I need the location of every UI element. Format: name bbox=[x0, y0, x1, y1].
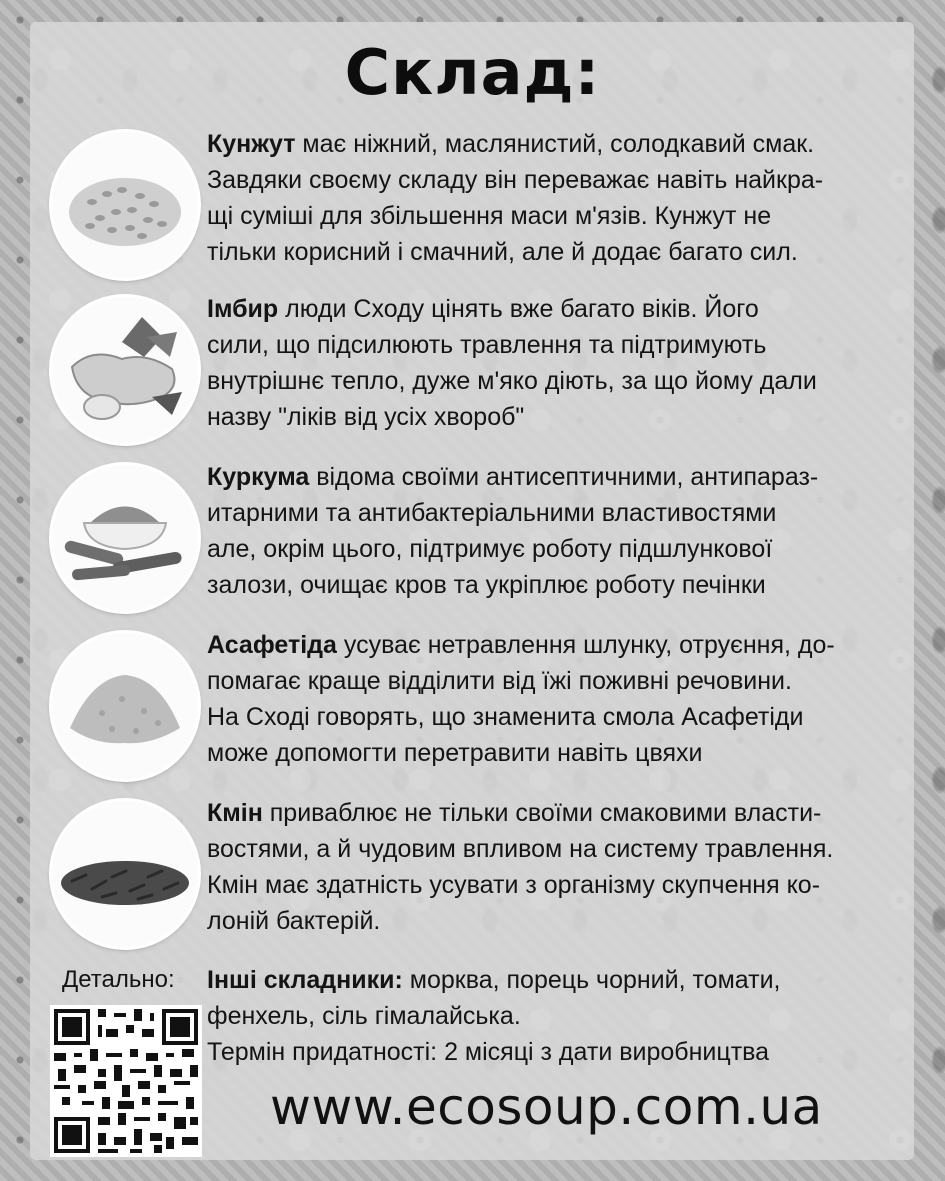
ingredient-turmeric-text: Куркума відома своїми антисептичними, антипараз- итарними та антибактеріальними властивостями але, окрім цього, підтримує роботу підшлункової залози, очищає кров та укріплює роботу печінки bbox=[207, 463, 819, 599]
website-link[interactable]: www.ecosoup.com.ua bbox=[270, 1078, 823, 1136]
ginger-icon bbox=[52, 297, 198, 443]
cumin-icon bbox=[52, 801, 198, 947]
turmeric-powder-photo bbox=[52, 465, 198, 611]
shelf-life-text: Термін придатності: 2 місяці з дати виробництва bbox=[207, 1038, 770, 1066]
ingredient-cumin-text: Кмін приваблює не тільки своїми смаковими власти- востями, а й чудовим впливом на систему травлення. Кмін має здатність усувати з організму скупчення ко- лоній бактерій. bbox=[207, 799, 834, 935]
turmeric-icon bbox=[52, 465, 198, 611]
page-title: Склад: bbox=[344, 36, 601, 109]
ingredient-name: Імбир bbox=[207, 295, 279, 323]
qr-code-icon[interactable] bbox=[50, 1005, 202, 1157]
cumin-seeds-photo bbox=[52, 801, 198, 947]
other-ingredients-label: Інші складники: bbox=[207, 966, 403, 994]
ingredient-name: Куркума bbox=[207, 463, 310, 491]
ginger-root-photo bbox=[52, 297, 198, 443]
details-label: Детально: bbox=[62, 966, 175, 993]
ingredient-asafoetida-text: Асафетіда усуває нетравлення шлунку, отруєння, до- помагає краще відділити від їжі поживні речовини. На Сході говорять, що знаменита смола Асафетіди може допомогти перетравити навіть цвяхи bbox=[207, 631, 835, 767]
sesame-icon bbox=[52, 132, 198, 278]
ingredient-name: Асафетіда bbox=[207, 631, 337, 659]
other-ingredients: Інші складники: морква, порець чорний, томати, фенхель, сіль гімалайська. Термін придатності: 2 місяці з дати виробництва bbox=[207, 962, 887, 1070]
asafoetida-icon bbox=[52, 633, 198, 779]
ingredient-name: Кмін bbox=[207, 799, 263, 827]
sesame-seeds-photo bbox=[52, 132, 198, 278]
ingredient-sesame-text: Кунжут має ніжний, маслянистий, солодкавий смак. Завдяки своєму складу він переважає навіть найкра- щі суміші для збільшення маси м'язів. Кунжут не тільки корисний і смачний, але й додає багато сил. bbox=[207, 130, 824, 266]
ingredient-ginger-text: Імбир люди Сходу цінять вже багато віків. Його сили, що підсилюють травлення та підтримують внутрішнє тепло, дуже м'яко діють, за що йому дали назву "ліків від усіх хвороб" bbox=[207, 295, 817, 431]
qr-code-graphic bbox=[50, 1005, 202, 1157]
asafoetida-powder-photo bbox=[52, 633, 198, 779]
ingredient-name: Кунжут bbox=[207, 130, 296, 158]
